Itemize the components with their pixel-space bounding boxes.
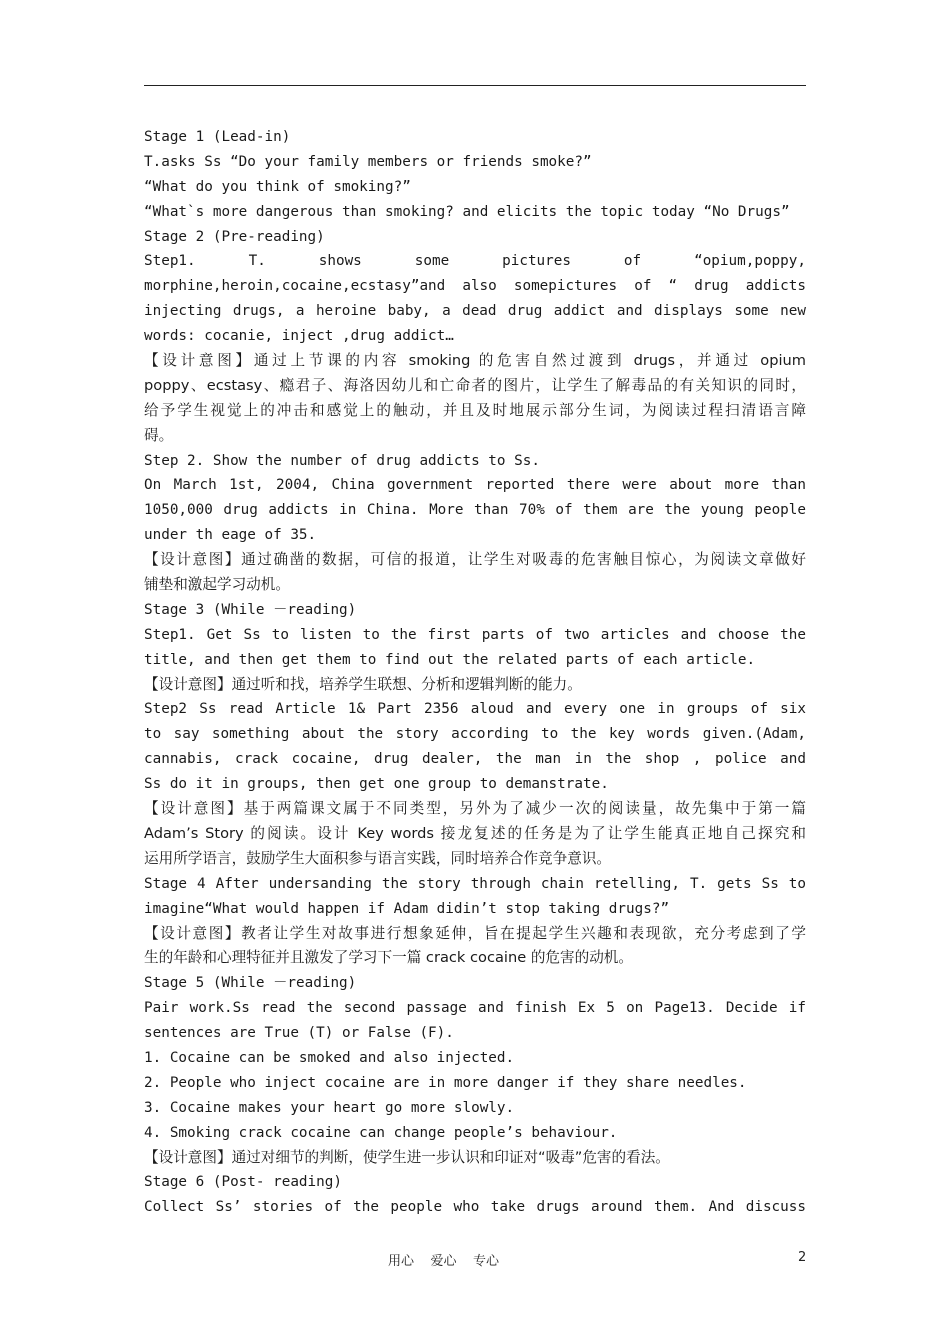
text-line: On March 1st, 2004, China government reported there were about more than — [144, 477, 806, 494]
text-line: 【设计意图】通过听和找，培养学生联想、分析和逻辑判断的能力。 — [144, 675, 582, 693]
text-line: “What`s more dangerous than smoking? and elicits the topic today “No Drugs” — [144, 203, 790, 220]
text-line: 【设计意图】通过上节课的内容 smoking 的危害自然过渡到 drugs，并通过 opium — [144, 352, 806, 370]
text-line: Step 2. Show the number of drug addicts to Ss. — [144, 452, 540, 469]
text-line: words: cocanie, inject ,drug addict… — [144, 328, 454, 345]
text-line: 生的年龄和心理特征并且激发了学习下一篇 crack cocaine 的危害的动机。 — [144, 949, 633, 967]
document-body — [144, 125, 806, 1220]
text-line: 给予学生视觉上的冲击和感觉上的触动，并且及时地展示部分生词，为阅读过程扫清语言障 — [144, 401, 806, 419]
text-line: Pair work.Ss read the second passage and finish Ex 5 on Page13. Decide if — [144, 1000, 806, 1017]
text-line: 铺垫和激起学习动机。 — [144, 576, 290, 594]
text-line: 【设计意图】基于两篇课文属于不同类型，另外为了减少一次的阅读量，故先集中于第一篇 — [144, 800, 806, 818]
text-line: Ss do it in groups, then get one group to demanstrate. — [144, 776, 609, 793]
text-line: Stage 3 (While －reading) — [144, 601, 357, 618]
text-line: 【设计意图】教者让学生对故事进行想象延伸，旨在提起学生兴趣和表现欲，充分考虑到了学 — [144, 924, 806, 942]
text-line: Stage 1 (Lead-in) — [144, 129, 291, 145]
text-line: 1. Cocaine can be smoked and also injected. — [144, 1049, 515, 1066]
page-number: 2 — [798, 1250, 807, 1265]
text-line: 碍。 — [144, 426, 174, 444]
text-line: injecting drugs, a heroine baby, a dead drug addict and displays some new — [144, 303, 806, 320]
text-line: title, and then get them to find out the related parts of each article. — [144, 651, 756, 668]
text-line: 4. Smoking crack cocaine can change people’s behaviour. — [144, 1124, 618, 1141]
text-line: Stage 4 After undersanding the story through chain retelling, T. gets Ss to — [144, 875, 806, 892]
text-line: 【设计意图】通过确凿的数据，可信的报道，让学生对吸毒的危害触目惊心，为阅读文章做好 — [144, 551, 806, 569]
text-line: Collect Ss’ stories of the people who take drugs around them. And discuss — [144, 1199, 806, 1216]
text-line: 3. Cocaine makes your heart go more slowly. — [144, 1099, 515, 1116]
text-line: “What do you think of smoking?” — [144, 178, 411, 195]
text-line: T.asks Ss “Do your family members or friends smoke?” — [144, 153, 592, 170]
text-line: under th eage of 35. — [144, 527, 317, 544]
text-line: poppy、ecstasy、瘾君子、海洛因幼儿和亡命者的图片，让学生了解毒品的有关知识的同时， — [144, 376, 806, 394]
header-rule — [144, 85, 806, 86]
text-line: Step2 Ss read Article 1& Part 2356 aloud and every one in groups of six — [144, 701, 806, 718]
text-line: morphine,heroin,cocaine,ecstasy”and also somepictures of “ drug addicts — [144, 278, 806, 295]
text-line: to say something about the story according to the key words given.(Adam, — [144, 726, 806, 743]
text-line: sentences are True (T) or False (F). — [144, 1025, 454, 1042]
text-line: imagine“What would happen if Adam didin’t stop taking drugs?” — [144, 900, 670, 917]
page-footer — [0, 1250, 950, 1270]
text-line: cannabis, crack cocaine, drug dealer, the man in the shop , police and — [144, 751, 806, 768]
text-line: 运用所学语言，鼓励学生大面积参与语言实践，同时培养合作竞争意识。 — [144, 849, 612, 867]
text-line: 【设计意图】通过对细节的判断，使学生进一步认识和印证对“吸毒”危害的看法。 — [144, 1148, 670, 1166]
text-line: Stage 2 (Pre-reading) — [144, 228, 325, 245]
footer-motto: 用心 爱心 专心 — [388, 1254, 500, 1269]
text-line: Step1. Get Ss to listen to the first parts of two articles and choose the — [144, 626, 806, 643]
text-line: 1050,000 drug addicts in China. More than 70% of them are the young people — [144, 502, 806, 519]
text-line: Stage 5 (While －reading) — [144, 975, 357, 992]
text-line: 2. People who inject cocaine are in more danger if they share needles. — [144, 1074, 747, 1091]
text-line: Adam’s Story 的阅读。设计 Key words 接龙复述的任务是为了让学生能真正地自己探究和 — [144, 824, 806, 842]
text-line: Stage 6 (Post- reading) — [144, 1174, 342, 1191]
text-line: Step1. T. shows some pictures of “opium,poppy, — [144, 253, 806, 270]
